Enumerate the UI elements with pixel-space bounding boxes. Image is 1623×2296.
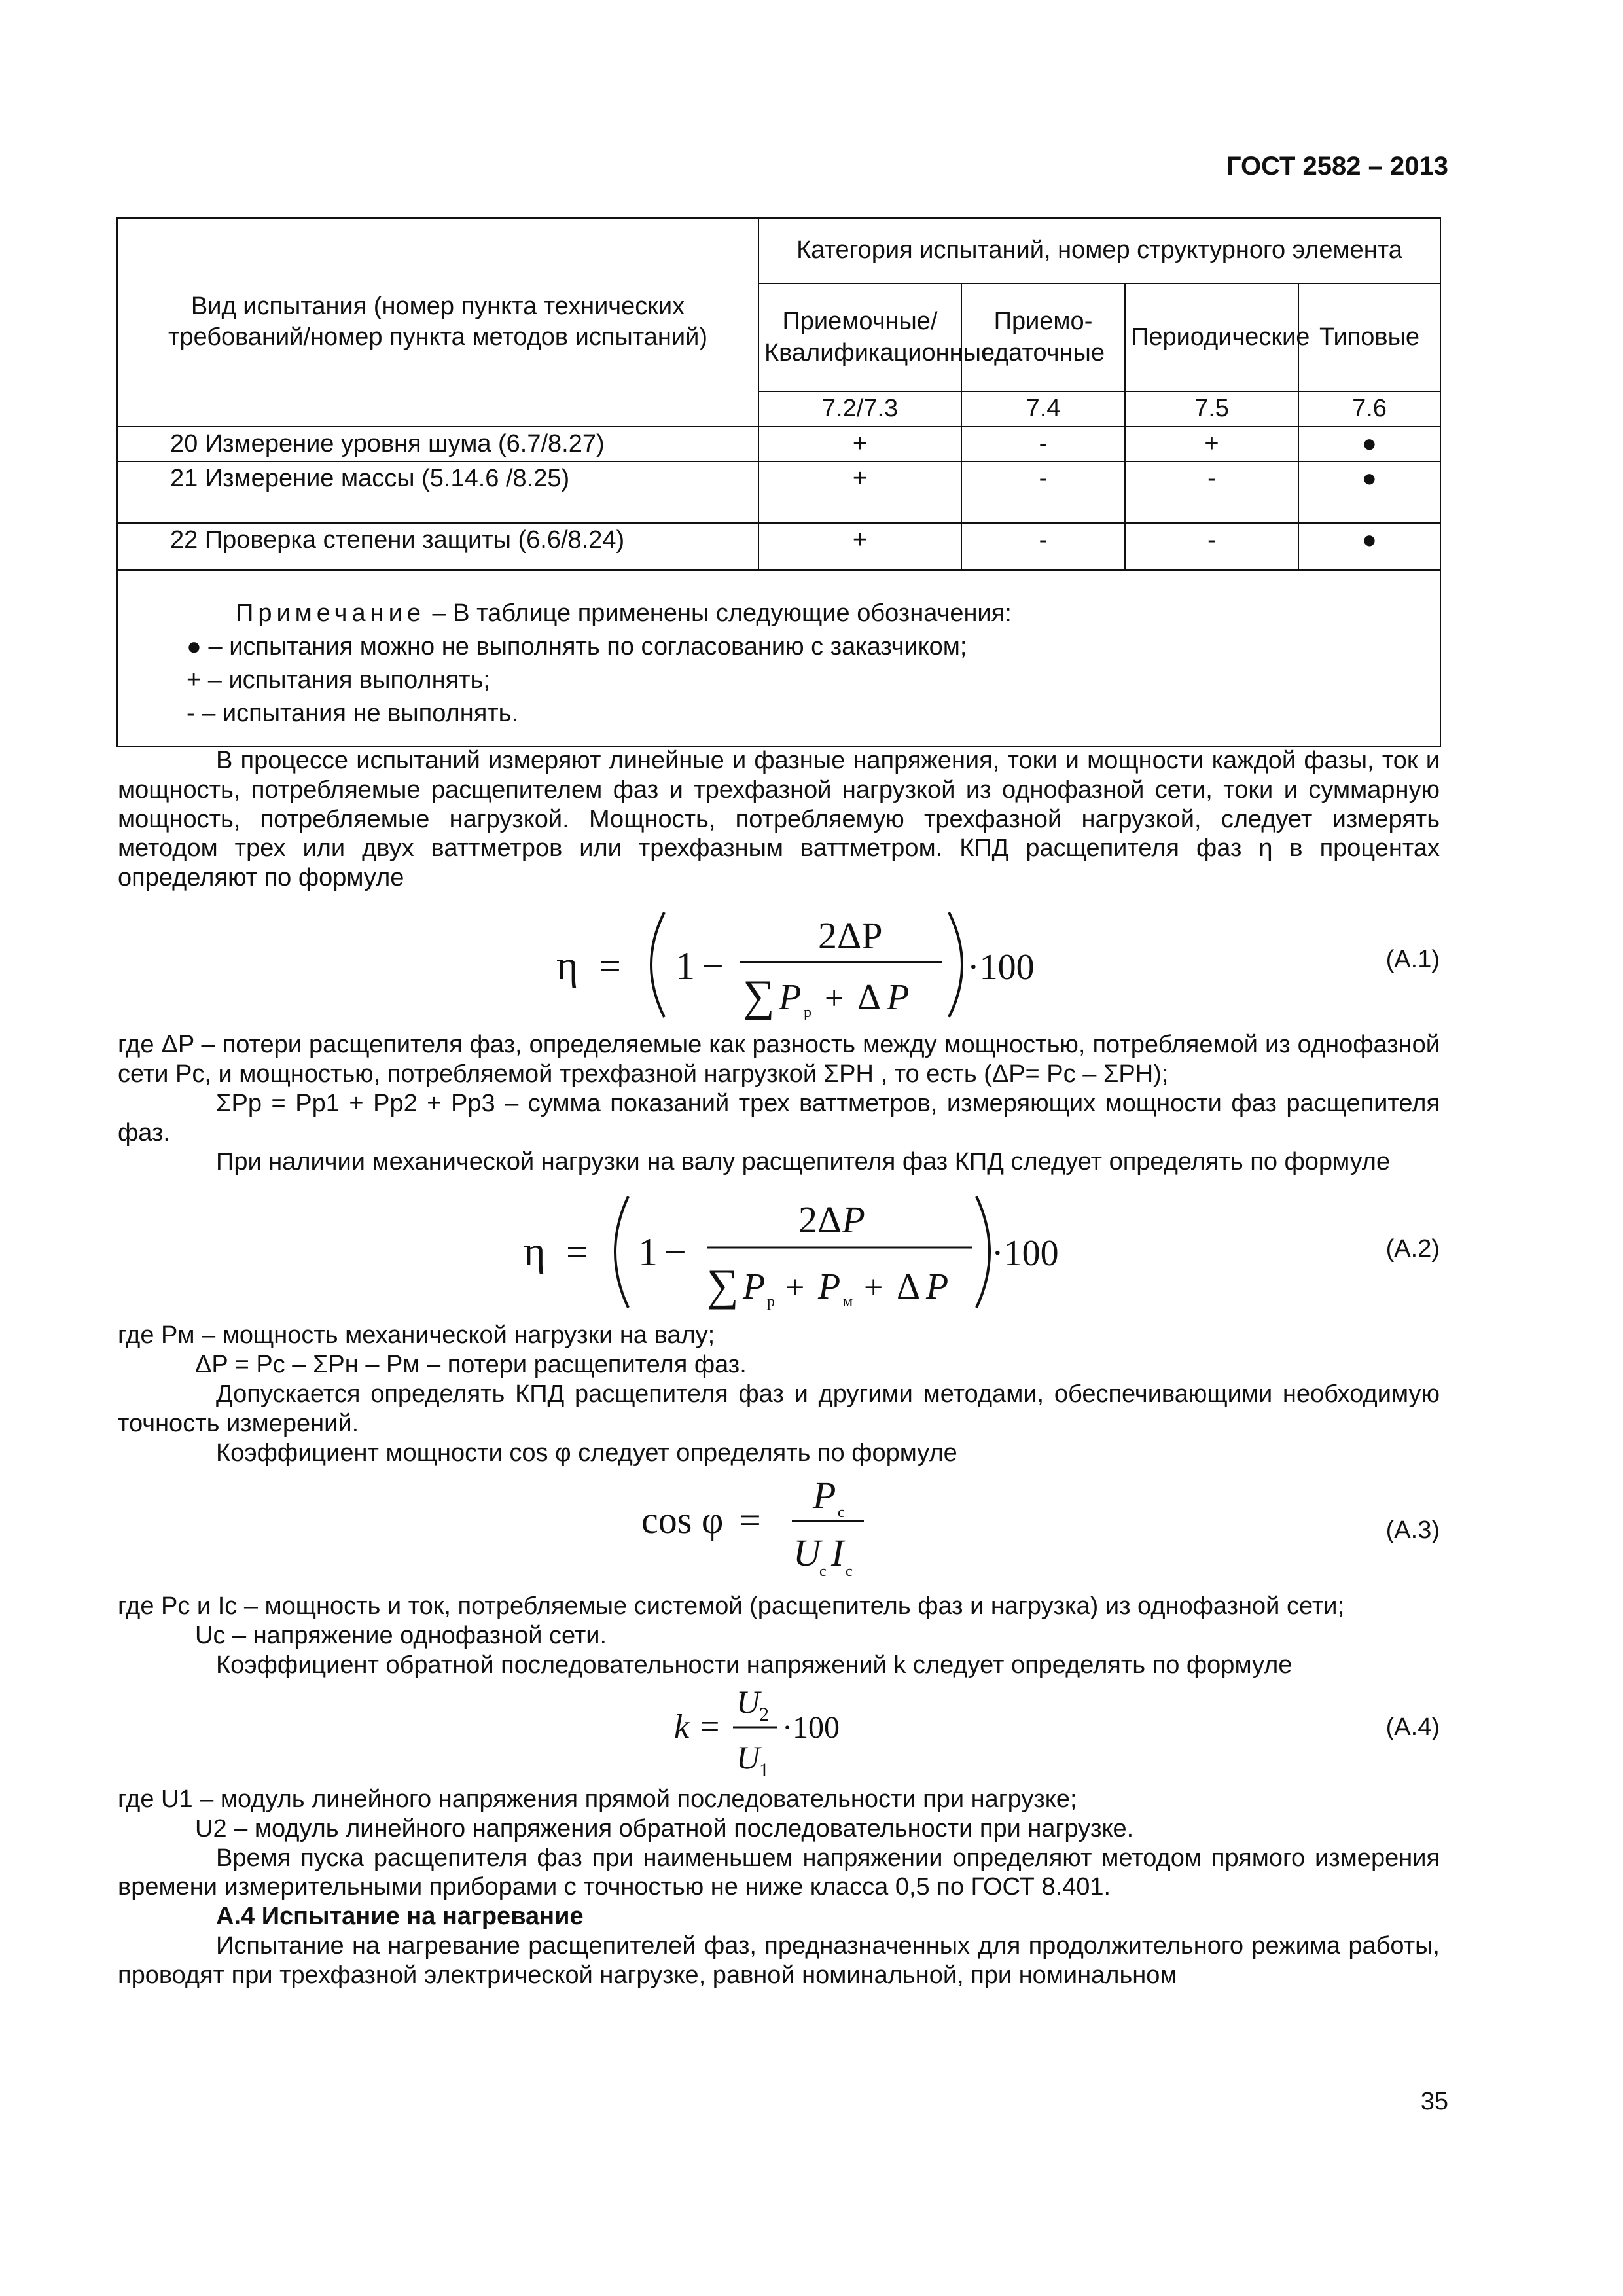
svg-text:=: = — [599, 944, 621, 988]
formula-a4 — [118, 1680, 1440, 1785]
svg-text:∑: ∑ — [707, 1260, 739, 1310]
svg-text:η: η — [524, 1228, 546, 1275]
paragraph: Uс – напряжение однофазной сети. — [195, 1622, 607, 1650]
note-line: ● – испытания можно не выполнять по согласованию с заказчиком; — [187, 632, 967, 660]
svg-text:−: − — [702, 944, 724, 988]
paragraph: Испытание на нагревание расщепителей фаз, предназначенных для продолжительного режима работы, проводят при трехфазной электрической нагрузке, равной номинальной, при номинальном — [118, 1932, 1440, 1989]
section-heading: А.4 Испытание на нагревание — [216, 1903, 584, 1931]
svg-text:+: + — [785, 1269, 805, 1307]
paragraph: где Pс и Iс – мощность и ток, потребляемые системой (расщепитель фаз и нагрузка) из однофазной сети; — [118, 1592, 1345, 1621]
paragraph: ΣPр = Pр1 + Pр2 + Pр3 – сумма показаний трех ваттметров, измеряющих мощности фаз расщепителя фаз. — [118, 1089, 1440, 1147]
formula-number: (А.3) — [1385, 1516, 1440, 1545]
formula-number: (А.1) — [1385, 946, 1440, 974]
svg-text:P: P — [818, 1266, 841, 1308]
svg-text:U: U — [736, 1683, 760, 1720]
row-name: 20 Измерение уровня шума (6.7/8.27) — [117, 427, 758, 462]
svg-text:−: − — [664, 1230, 687, 1274]
table-col-periodic: Периодические — [1125, 283, 1298, 391]
table-colnum: 7.4 — [961, 391, 1125, 427]
svg-text:2ΔP: 2ΔP — [818, 914, 883, 958]
svg-text:·100: ·100 — [967, 947, 1035, 988]
table-head-type: Вид испытания (номер пункта технических требований/номер пункта методов испытаний) — [117, 218, 758, 427]
table-col-delivery: Приемо-сдаточные — [961, 283, 1125, 391]
row-cell: - — [1125, 523, 1298, 570]
svg-text:Δ: Δ — [897, 1266, 921, 1308]
paragraph: где U1 – модуль линейного напряжения прямой последовательности при нагрузке; — [118, 1785, 1077, 1813]
formula-a3 — [118, 1467, 1440, 1592]
paragraph: В процессе испытаний измеряют линейные и фазные напряжения, токи и мощности каждой фазы, ток и мощность, потребляемые расщепителем фаз и трехфазной нагрузкой из однофазной сети, токи и суммарную мощность, потребляемые нагрузкой. Мощность, потребляемую трехфазной нагрузкой, следует измерять методом трех или двух ваттметров или трехфазным ваттметром. КПД расщепителя фаз η в процентах определяют по формуле — [118, 747, 1440, 892]
note-line: - – испытания не выполнять. — [187, 699, 519, 727]
page-number: 35 — [1420, 2088, 1448, 2115]
note-title: Примечание — [236, 600, 425, 627]
paragraph: Время пуска расщепителя фаз при наименьшем напряжении определяют методом прямого измерения времени измерительными приборами с точностью не ниже класса 0,5 по ГОСТ 8.401. — [118, 1844, 1440, 1901]
row-cell: ● — [1298, 523, 1440, 570]
svg-text:cos φ: cos φ — [641, 1499, 724, 1542]
svg-text:с: с — [846, 1563, 853, 1581]
formula-a2 — [118, 1183, 1440, 1321]
row-cell: ● — [1298, 461, 1440, 523]
paragraph: ΔP = Pс – ΣPн – Pм – потери расщепителя фаз. — [195, 1351, 747, 1379]
table-colnum: 7.5 — [1125, 391, 1298, 427]
table-row — [117, 523, 1440, 570]
formula-a4-expr — [661, 1680, 897, 1785]
svg-text:р: р — [767, 1293, 775, 1311]
svg-text:U: U — [793, 1532, 821, 1575]
svg-text:I: I — [831, 1532, 844, 1575]
svg-text:2: 2 — [759, 1703, 769, 1725]
paragraph: U2 – модуль линейного напряжения обратной последовательности при нагрузке. — [195, 1814, 1134, 1842]
svg-text:1: 1 — [638, 1230, 658, 1274]
row-cell: - — [961, 523, 1125, 570]
paragraph: где Pм – мощность механической нагрузки на валу; — [118, 1321, 715, 1350]
table-row — [117, 461, 1440, 523]
table-colnum: 7.2/7.3 — [758, 391, 961, 427]
svg-text:P: P — [813, 1474, 836, 1517]
note-intro: – В таблице применены следующие обозначения: — [432, 600, 1012, 627]
table-row — [117, 427, 1440, 462]
svg-text:2ΔP: 2ΔP — [798, 1198, 865, 1242]
table-col-acceptance: Приемочные/Квалификационные — [758, 283, 961, 391]
row-cell: + — [758, 427, 961, 462]
formula-a1-expr — [530, 899, 1035, 1030]
paragraph: Допускается определять КПД расщепителя фаз и другими методами, обеспечивающими необходимую точность измерений. — [118, 1380, 1440, 1437]
formula-number: (А.4) — [1385, 1713, 1440, 1741]
svg-text:η: η — [556, 942, 579, 989]
svg-text:+: + — [825, 980, 844, 1018]
row-cell: ● — [1298, 427, 1440, 462]
formula-a3-expr — [641, 1467, 916, 1592]
svg-text:·100: ·100 — [782, 1710, 840, 1745]
note-line: + – испытания выполнять; — [187, 666, 490, 694]
row-cell: + — [758, 461, 961, 523]
svg-text:·100: ·100 — [991, 1233, 1059, 1274]
svg-text:с: с — [838, 1504, 845, 1522]
document-header: ГОСТ 2582 – 2013 — [1226, 152, 1448, 181]
table-col-type: Типовые — [1298, 283, 1440, 391]
svg-text:∑: ∑ — [743, 971, 775, 1021]
table-colnum: 7.6 — [1298, 391, 1440, 427]
svg-text:1: 1 — [675, 944, 695, 988]
paragraph: При наличии механической нагрузки на валу расщепителя фаз КПД следует определять по формуле — [216, 1148, 1391, 1176]
table-note — [117, 570, 1440, 747]
row-cell: + — [1125, 427, 1298, 462]
formula-number: (А.2) — [1385, 1235, 1440, 1263]
svg-text:с: с — [819, 1563, 827, 1581]
paragraph: Коэффициент обратной последовательности напряжений k следует определять по формуле — [216, 1651, 1293, 1679]
body-text — [118, 746, 1440, 1990]
svg-text:=: = — [740, 1499, 761, 1542]
test-categories-table — [116, 217, 1441, 747]
row-cell: - — [961, 461, 1125, 523]
row-cell: - — [961, 427, 1125, 462]
svg-text:=: = — [700, 1708, 720, 1746]
svg-text:P: P — [926, 1266, 949, 1308]
svg-text:м: м — [843, 1293, 853, 1311]
svg-text:k: k — [674, 1708, 690, 1746]
svg-text:р: р — [804, 1004, 812, 1022]
svg-text:Δ: Δ — [857, 977, 882, 1018]
paragraph: Коэффициент мощности cos φ следует определять по формуле — [216, 1439, 957, 1467]
svg-text:P: P — [743, 1266, 766, 1308]
svg-text:P: P — [887, 977, 910, 1018]
svg-text:U: U — [736, 1738, 760, 1776]
row-name: 22 Проверка степени защиты (6.6/8.24) — [117, 523, 758, 570]
paragraph: где ΔP – потери расщепителя фаз, определяемые как разность между мощностью, потребляемой из однофазной сети Pс, и мощностью, потребляемой трехфазной нагрузкой ΣPН , то есть (ΔP= Pс – ΣPН); — [118, 1031, 1440, 1088]
table-head-category: Категория испытаний, номер структурного элемента — [758, 218, 1440, 283]
svg-text:P: P — [779, 977, 802, 1018]
svg-text:1: 1 — [759, 1759, 769, 1781]
row-name: 21 Измерение массы (5.14.6 /8.25) — [117, 461, 758, 523]
svg-text:=: = — [566, 1230, 588, 1274]
formula-a2-expr — [510, 1183, 1059, 1321]
svg-text:+: + — [864, 1269, 883, 1307]
formula-a1 — [118, 899, 1440, 1030]
row-cell: + — [758, 523, 961, 570]
row-cell: - — [1125, 461, 1298, 523]
